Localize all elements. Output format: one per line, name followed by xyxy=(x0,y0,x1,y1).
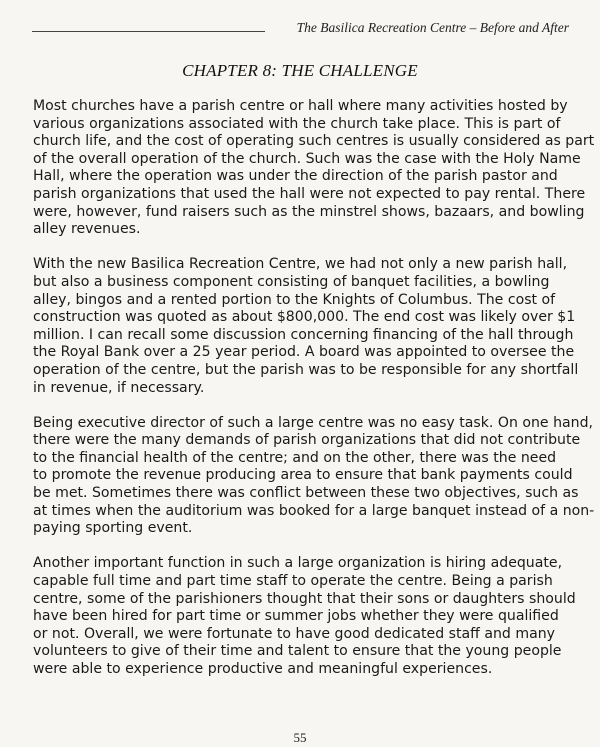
text-line: Another important function in such a large organization is hiring adequate, xyxy=(33,555,563,572)
paragraph xyxy=(33,256,579,397)
paragraph xyxy=(33,414,595,538)
text-line: Hall, where the operation was under the direction of the parish pastor and xyxy=(33,168,558,185)
text-line: With the new Basilica Recreation Centre, we had not only a new parish hall, xyxy=(33,256,568,273)
running-head: The Basilica Recreation Centre – Before and After xyxy=(296,20,569,35)
text-line: have been hired for part time or summer jobs whether they were qualified xyxy=(33,608,559,625)
text-line: or not. Overall, we were fortunate to have good dedicated staff and many xyxy=(33,625,555,642)
text-line: of the overall operation of the church. Such was the case with the Holy Name xyxy=(33,150,581,167)
text-line: to the financial health of the centre; and on the other, there was the need xyxy=(33,449,557,466)
chapter-title: CHAPTER 8: THE CHALLENGE xyxy=(182,61,418,80)
text-line: to promote the revenue producing area to ensure that bank payments could xyxy=(33,467,573,484)
text-line: paying sporting event. xyxy=(33,520,193,537)
paragraph xyxy=(33,555,576,678)
text-line: alley, bingos and a rented portion to the Knights of Columbus. The cost of xyxy=(33,291,556,308)
text-line: million. I can recall some discussion concerning financing of the hall through xyxy=(33,326,574,343)
text-line: there were the many demands of parish organizations that did not contribute xyxy=(33,432,581,449)
text-line: alley revenues. xyxy=(33,221,141,238)
header-rule xyxy=(32,31,265,32)
text-line: construction was quoted as about $800,000. The end cost was likely over $1 xyxy=(33,309,576,326)
text-line: parish organizations that used the hall were not expected to pay rental. There xyxy=(33,185,586,202)
text-line: capable full time and part time staff to operate the centre. Being a parish xyxy=(33,573,553,590)
text-line: operation of the centre, but the parish was to be responsible for any shortfall xyxy=(33,361,579,378)
paragraph xyxy=(33,98,595,239)
text-line: Being executive director of such a large centre was no easy task. On one hand, xyxy=(33,414,594,431)
text-line: in revenue, if necessary. xyxy=(33,379,205,396)
text-line: Most churches have a parish centre or hall where many activities hosted by xyxy=(33,98,568,114)
text-line: the Royal Bank over a 25 year period. A board was appointed to oversee the xyxy=(33,344,575,361)
text-line: church life, and the cost of operating such centres is usually considered as part xyxy=(33,133,595,150)
text-line: were, however, fund raisers such as the minstrel shows, bazaars, and bowling xyxy=(33,203,585,220)
text-line: at times when the auditorium was booked for a large banquet instead of a non- xyxy=(33,502,595,519)
text-line: centre, some of the parishioners thought that their sons or daughters should xyxy=(33,590,576,607)
text-line: but also a business component consisting of banquet facilities, a bowling xyxy=(33,273,550,290)
page-number: 55 xyxy=(293,730,307,745)
text-line: volunteers to give of their time and talent to ensure that the young people xyxy=(33,643,562,660)
text-line: were able to experience productive and meaningful experiences. xyxy=(33,661,493,677)
body-text xyxy=(33,98,595,696)
text-line: various organizations associated with the church take place. This is part of xyxy=(33,115,561,132)
text-line: be met. Sometimes there was conflict between these two objectives, such as xyxy=(33,485,579,502)
